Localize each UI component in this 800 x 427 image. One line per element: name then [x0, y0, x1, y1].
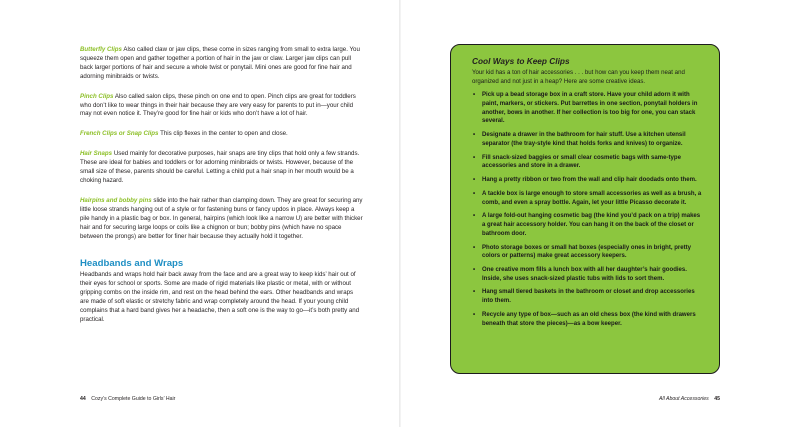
- entry-text: Used mainly for decorative purposes, hair snaps are tiny clips that hold only a few strands. These are ideal for babies and toddlers or for adorning minibraids or twists. However, because of the small size of these, parents should be careful. Letting a child put a hair snap in her mouth would be a choking hazard.: [80, 150, 360, 184]
- entry-term: Hair Snaps: [80, 150, 113, 158]
- list-item: • One creative mom fills a lunch box with all her daughter’s hair goodies. Inside, she uses snack-sized plastic tubs with lids to sort them.: [473, 266, 687, 282]
- entry-text: This clip flexes in the center to open and close.: [160, 130, 288, 138]
- page-number-right: 45: [714, 396, 720, 402]
- running-title-left: Cozy’s Complete Guide to Girls’ Hair: [91, 396, 176, 402]
- bullet-icon: •: [473, 244, 476, 251]
- running-title-right: All About Accessories: [658, 396, 709, 402]
- entry-french-clips: [80, 130, 363, 139]
- bullet-icon: •: [473, 177, 476, 184]
- left-page-text: [80, 46, 363, 336]
- bullet-icon: •: [473, 213, 476, 220]
- entry-hairpins: [80, 197, 363, 242]
- bullet-icon: •: [473, 132, 476, 139]
- list-item: • Hang a pretty ribbon or two from the wall and clip hair doodads onto them.: [473, 177, 697, 184]
- entry-term: French Clips or Snap Clips: [80, 130, 159, 138]
- entry-text: slide into the hair rather than clamping down. They are great for securing any little loose strands hanging out of a style or for fastening buns or fancy updos in place. Always keep a pile handy in a plastic bag or box. In general, hairpins (which look like a narrow U) are better with thicker hair and for securing large loops or coils like a chignon or bun; bobby pins (which have no space between the prongs) are better for finer hair because they actually hold it together.: [80, 196, 363, 240]
- entry-term: Pinch Clips: [80, 92, 114, 100]
- box-title: Cool Ways to Keep Clips: [472, 56, 570, 66]
- entry-hair-snaps: [80, 150, 363, 186]
- list-item: • Recycle any type of box—such as an old chess box (the kind with drawers beneath that store the pieces)—as a bow keeper.: [473, 311, 696, 327]
- entry-pinch-clips: [80, 93, 363, 120]
- page-gutter: [399, 0, 401, 427]
- entry-butterfly-clips: [80, 46, 363, 82]
- entry-text: Also called claw or jaw clips, these come in sizes ranging from small to extra large. You squeeze them open and gather together a portion of hair in the jaw or claw. Larger jaw clips can pull back larger portions of hair and secure a whole twist or ponytail. Mini ones are good for fine hair and adorning minibraids or twists.: [80, 46, 360, 80]
- list-item: • Pick up a bead storage box in a craft store. Have your child adorn it with paint, markers, or stickers. Put barrettes in one section, ponytail holders in another, bows in another. If her collection is too big for one, you can stack several.: [473, 92, 698, 125]
- entry-text: Also called salon clips, these pinch on one end to open. Pinch clips are great for toddlers who don’t like to wear things in their hair because they are very easy for parents to put in—your child may not even notice it. They’re good for fine hair or kids who don’t have a lot of hair.: [80, 92, 356, 118]
- sidebar-box: [450, 44, 720, 374]
- bullet-icon: •: [473, 154, 476, 161]
- bullet-icon: •: [473, 266, 476, 273]
- bullet-icon: •: [473, 92, 476, 99]
- list-item: • A large fold-out hanging cosmetic bag (the kind you’d pack on a trip) makes a great hair accessory holder. You can hang it on the back of the closet or bathroom door.: [473, 213, 701, 237]
- bullet-icon: •: [473, 289, 476, 296]
- list-item: • A tackle box is large enough to store small accessories as well as a brush, a comb, and even a spray bottle. Again, let your little Picasso decorate it.: [473, 190, 702, 206]
- section-heading: Headbands and Wraps: [80, 258, 184, 270]
- box-list: [472, 91, 703, 328]
- list-item: • Photo storage boxes or small hat boxes (especially ones in bright, pretty colors or patterns) make great accessory keepers.: [473, 244, 692, 260]
- section-body: Headbands and wraps hold hair back away from the face and are a great way to keep kids’ hair out of their eyes for school or sports. Some are made of rigid materials like plastic or metal, with or without gripping combs on the inside rim, and rest on the head behind the ears. Other headbands and wraps are made of soft elastic or stretchy fabric and wrap completely around the head. If your young child complains that a hard band gives her a headache, then a soft one is the way to go—it’s both pretty and practical.: [80, 271, 360, 323]
- right-footer: [659, 396, 720, 402]
- page-number-left: 44: [80, 396, 86, 402]
- box-intro: Your kid has a ton of hair accessories . . . but how can you keep them neat and organized and not just in a heap? Here are some creative ideas.: [472, 69, 685, 85]
- list-item: • Fill snack-sized baggies or small clear cosmetic bags with same-type accessories and store in a drawer.: [473, 154, 681, 170]
- list-item: • Hang small tiered baskets in the bathroom or closet and drop accessories into them.: [473, 289, 695, 305]
- list-item: • Designate a drawer in the bathroom for hair stuff. Use a kitchen utensil separator (the tray-style kind that holds forks and knives) to organize.: [473, 132, 686, 147]
- entry-term: Butterfly Clips: [80, 46, 122, 53]
- bullet-icon: •: [473, 311, 476, 318]
- left-footer: [80, 396, 175, 402]
- entry-term: Hairpins and bobby pins: [80, 196, 152, 204]
- bullet-icon: •: [473, 190, 476, 197]
